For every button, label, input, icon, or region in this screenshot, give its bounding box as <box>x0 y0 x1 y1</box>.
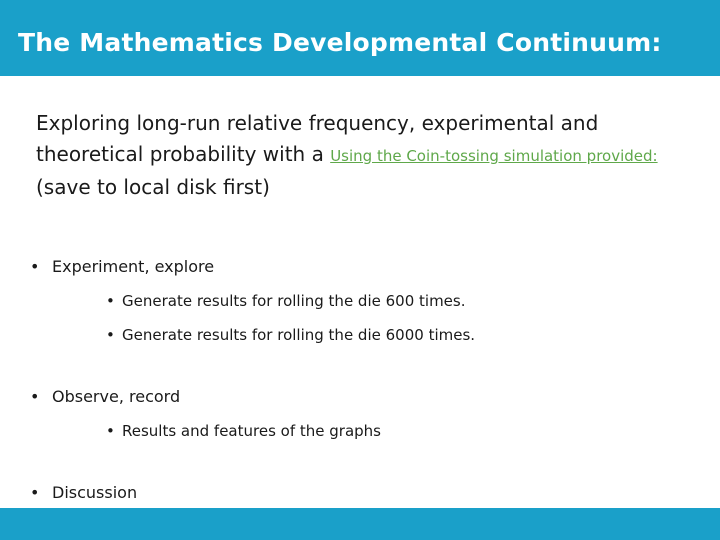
bullet-dot-icon: • <box>106 422 115 440</box>
bullet-dot-icon: • <box>106 326 115 344</box>
bullet-dot-icon: • <box>30 483 40 502</box>
intro-paragraph <box>36 108 696 203</box>
bullet-experiment <box>30 257 214 276</box>
footer-bar <box>0 508 720 540</box>
intro-text-suffix: (save to local disk first) <box>36 175 270 199</box>
bullet-label: Generate results for rolling the die 6000 times. <box>122 326 476 344</box>
sub-bullet-600 <box>106 292 466 310</box>
bullet-label: Experiment, explore <box>52 257 215 276</box>
bullet-label: Results and features of the graphs <box>122 422 381 440</box>
bullet-discussion <box>30 483 137 502</box>
bullet-label: Generate results for rolling the die 600 times. <box>122 292 466 310</box>
coin-tossing-simulation-link[interactable]: Using the Coin-tossing simulation provided: <box>330 147 658 165</box>
bullet-label: Observe, record <box>52 387 181 406</box>
intro-text: Exploring long-run relative frequency, experimental and theoretical probability with a <box>36 111 599 166</box>
title-bar <box>0 0 720 76</box>
sub-bullet-6000 <box>106 326 475 344</box>
slide-title: The Mathematics Developmental Continuum: <box>18 28 662 57</box>
bullet-label: Discussion <box>52 483 138 502</box>
sub-bullet-results <box>106 422 381 440</box>
bullet-dot-icon: • <box>30 387 40 406</box>
bullet-dot-icon: • <box>30 257 40 276</box>
bullet-dot-icon: • <box>106 292 115 310</box>
bullet-observe <box>30 387 180 406</box>
